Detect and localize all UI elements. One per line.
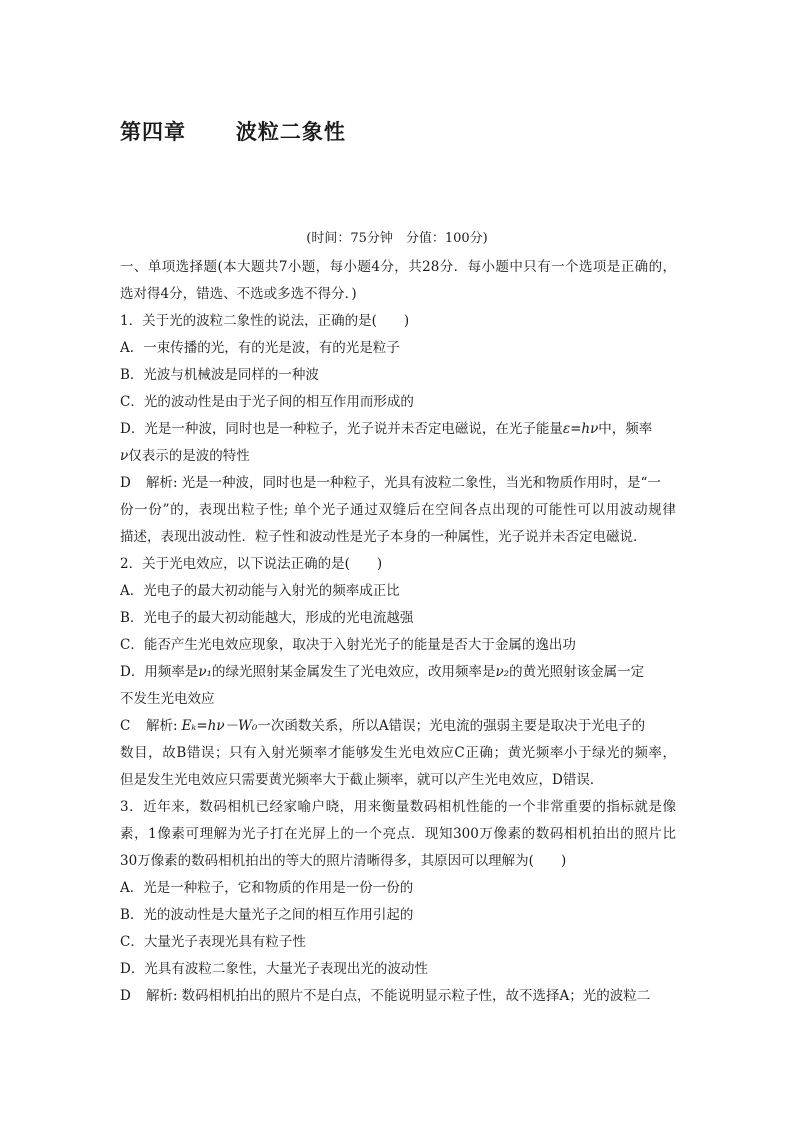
answer-letter: D: [120, 988, 131, 1004]
question-stem: 2．关于光电效应，以下说法正确的是( ): [120, 556, 383, 572]
option-text: D．用频率是: [120, 664, 199, 680]
question-stem: 30万像素的数码相机拍出的等大的照片清晰得多，其原因可以理解为( ): [120, 853, 567, 869]
frequency-v1: ν₁: [198, 664, 212, 680]
question-stem: 1．关于光的波粒二象性的说法，正确的是( ): [120, 313, 410, 329]
option-d-continued: 不发生光电效应: [120, 691, 215, 707]
question-stem: 素，1像素可理解为光子打在光屏上的一个亮点．现知300万像素的数码相机拍出的照片比: [120, 826, 676, 842]
option-text: D．光是一种波，同时也是一种粒子，光子说并未否定电磁说，在光子能量: [120, 421, 563, 437]
option-text: 中，频率: [598, 421, 653, 437]
option-d-continued: [120, 443, 676, 470]
option-c: C．大量光子表现光具有粒子性: [120, 934, 306, 950]
answer-explanation: [120, 470, 676, 497]
exam-info: (时间：75分钟 分值：100分): [306, 231, 488, 246]
answer-letter: C: [120, 718, 131, 734]
chapter-name: 波粒二象性: [235, 119, 346, 144]
explanation-label: 解析:: [146, 718, 178, 734]
answer-letter: D: [120, 475, 131, 491]
explanation-label: 解析:: [146, 475, 178, 491]
answer-explanation: [120, 983, 676, 1010]
option-b: B．光的波动性是大量光子之间的相互作用引起的: [120, 907, 414, 923]
option-d: [120, 416, 676, 443]
option-a: A．光是一种粒子，它和物质的作用是一份一份的: [120, 880, 414, 896]
formula: Eₖ=hν－W₀: [181, 718, 258, 734]
answer-explanation: [120, 713, 676, 740]
explanation-line: 描述，表现出波动性．粒子性和波动性是光子本身的一种属性，光子说并未否定电磁说．: [120, 529, 647, 545]
section-instructions-line: 选对得4分，错选、不选或多选不得分．): [120, 286, 357, 302]
chapter-title: [120, 116, 346, 146]
option-b: B．光波与机械波是同样的一种波: [120, 367, 319, 383]
option-text: 仅表示的是波的特性: [128, 448, 250, 464]
explanation-line: 但是发生光电效应只需要黄光频率大于截止频率，就可以产生光电效应，D错误．: [120, 772, 604, 788]
option-b: B．光电子的最大初动能越大，形成的光电流越强: [120, 610, 414, 626]
explanation-line: 份一份”的，表现出粒子性; 单个光子通过双缝后在空间各点出现的可能性可以用波动规律: [120, 502, 676, 518]
option-text: 的黄光照射该金属一定: [509, 664, 645, 680]
option-d: [120, 659, 676, 686]
explanation-line: 数目，故B错误；只有入射光频率才能够发生光电效应C正确；黄光频率小于绿光的频率，: [120, 745, 676, 761]
explanation-text: 光是一种波，同时也是一种粒子，光具有波粒二象性，当光和物质作用时，是“一: [181, 475, 661, 491]
question-stem: 3．近年来，数码相机已经家喻户晓，用来衡量数码相机性能的一个非常重要的指标就是像: [120, 799, 676, 815]
frequency-v2: ν₂: [495, 664, 510, 680]
option-a: A．光电子的最大初动能与入射光的频率成正比: [120, 583, 400, 599]
section-instructions-line: 一、单项选择题(本大题共7小题，每小题4分，共28分．每小题中只有一个选项是正确的，: [120, 259, 676, 275]
frequency-symbol: ν: [120, 448, 129, 464]
option-d: D．光具有波粒二象性，大量光子表现出光的波动性: [120, 961, 428, 977]
option-a: A．一束传播的光，有的光是波，有的光是粒子: [120, 340, 400, 356]
exam-content: [120, 254, 676, 1010]
option-c: C．能否产生光电效应现象，取决于入射光光子的能量是否大于金属的逸出功: [120, 637, 576, 653]
chapter-number: 第四章: [120, 119, 186, 144]
explanation-text: 一次函数关系，所以A错误；光电流的强弱主要是取决于光电子的: [257, 718, 646, 734]
explanation-text: 数码相机拍出的照片不是白点，不能说明显示粒子性，故不选择A；光的波粒二: [181, 988, 651, 1004]
option-c: C．光的波动性是由于光子间的相互作用而形成的: [120, 394, 414, 410]
formula: ε=hν: [562, 421, 599, 437]
option-text: 的绿光照射某金属发生了光电效应，改用频率是: [211, 664, 496, 680]
explanation-label: 解析:: [146, 988, 178, 1004]
